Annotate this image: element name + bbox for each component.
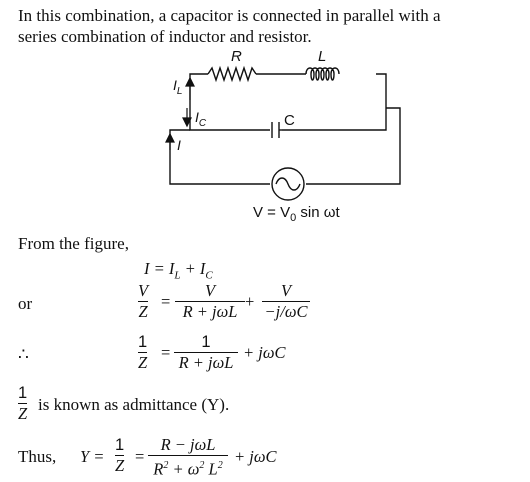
eq2-lhs-fraction: V Z [138,281,149,321]
arrow-il [186,78,194,86]
intro-line-2: series combination of inductor and resistor. [18,27,312,46]
inductor-coil [306,68,339,80]
thus-fraction-1: 1 Z [115,436,125,475]
eq2-equals: = [161,292,171,311]
admittance-text: is known as admittance (Y). [38,395,230,414]
ac-wave [276,178,300,190]
thus-fraction-2: R − jωL $R^2 + \omega^2$ $L^2$ [148,436,228,479]
eq3-lhs-fraction: 1 Z [138,333,148,372]
eq2-plus: + [245,292,255,311]
intro-line-1: In this combination, a capacitor is connected in parallel with a [18,6,441,25]
eq3-equals: = [161,343,171,362]
wire-right-inner [282,74,386,130]
resistor-label: R [231,48,242,65]
circuit-diagram [0,0,530,230]
resistor-zigzag [208,68,256,80]
source-label: $V = V_0$ sin ωt [253,204,340,224]
eq2-term1-fraction: V R + jωL [175,282,245,321]
admittance-fraction: 1 Z [18,384,28,423]
eq3-term1-fraction: 1 R + jωL [174,333,238,372]
current-i-label: I [177,137,181,153]
current-ic-label: $I_C$ [195,109,207,129]
current-il-label: $I_L$ [173,77,183,97]
eq3-tail: + jωC [243,343,286,362]
therefore-symbol: ∴ [18,345,29,364]
eq2-term2-fraction: V −j/ωC [262,282,310,321]
thus-y-equals: Y = [80,447,105,466]
from-figure-text: From the figure, [18,234,129,253]
thus-equals: = [135,447,145,466]
capacitor-label: C [284,112,295,129]
thus-label: Thus, [18,447,57,466]
inductor-label: L [318,48,327,65]
arrow-i [166,134,174,142]
or-label: or [18,294,33,313]
thus-tail: + jωC [234,447,277,466]
equation-current-sum: $I = I_L + I_C$ [144,259,213,282]
wire-outer [170,130,270,184]
